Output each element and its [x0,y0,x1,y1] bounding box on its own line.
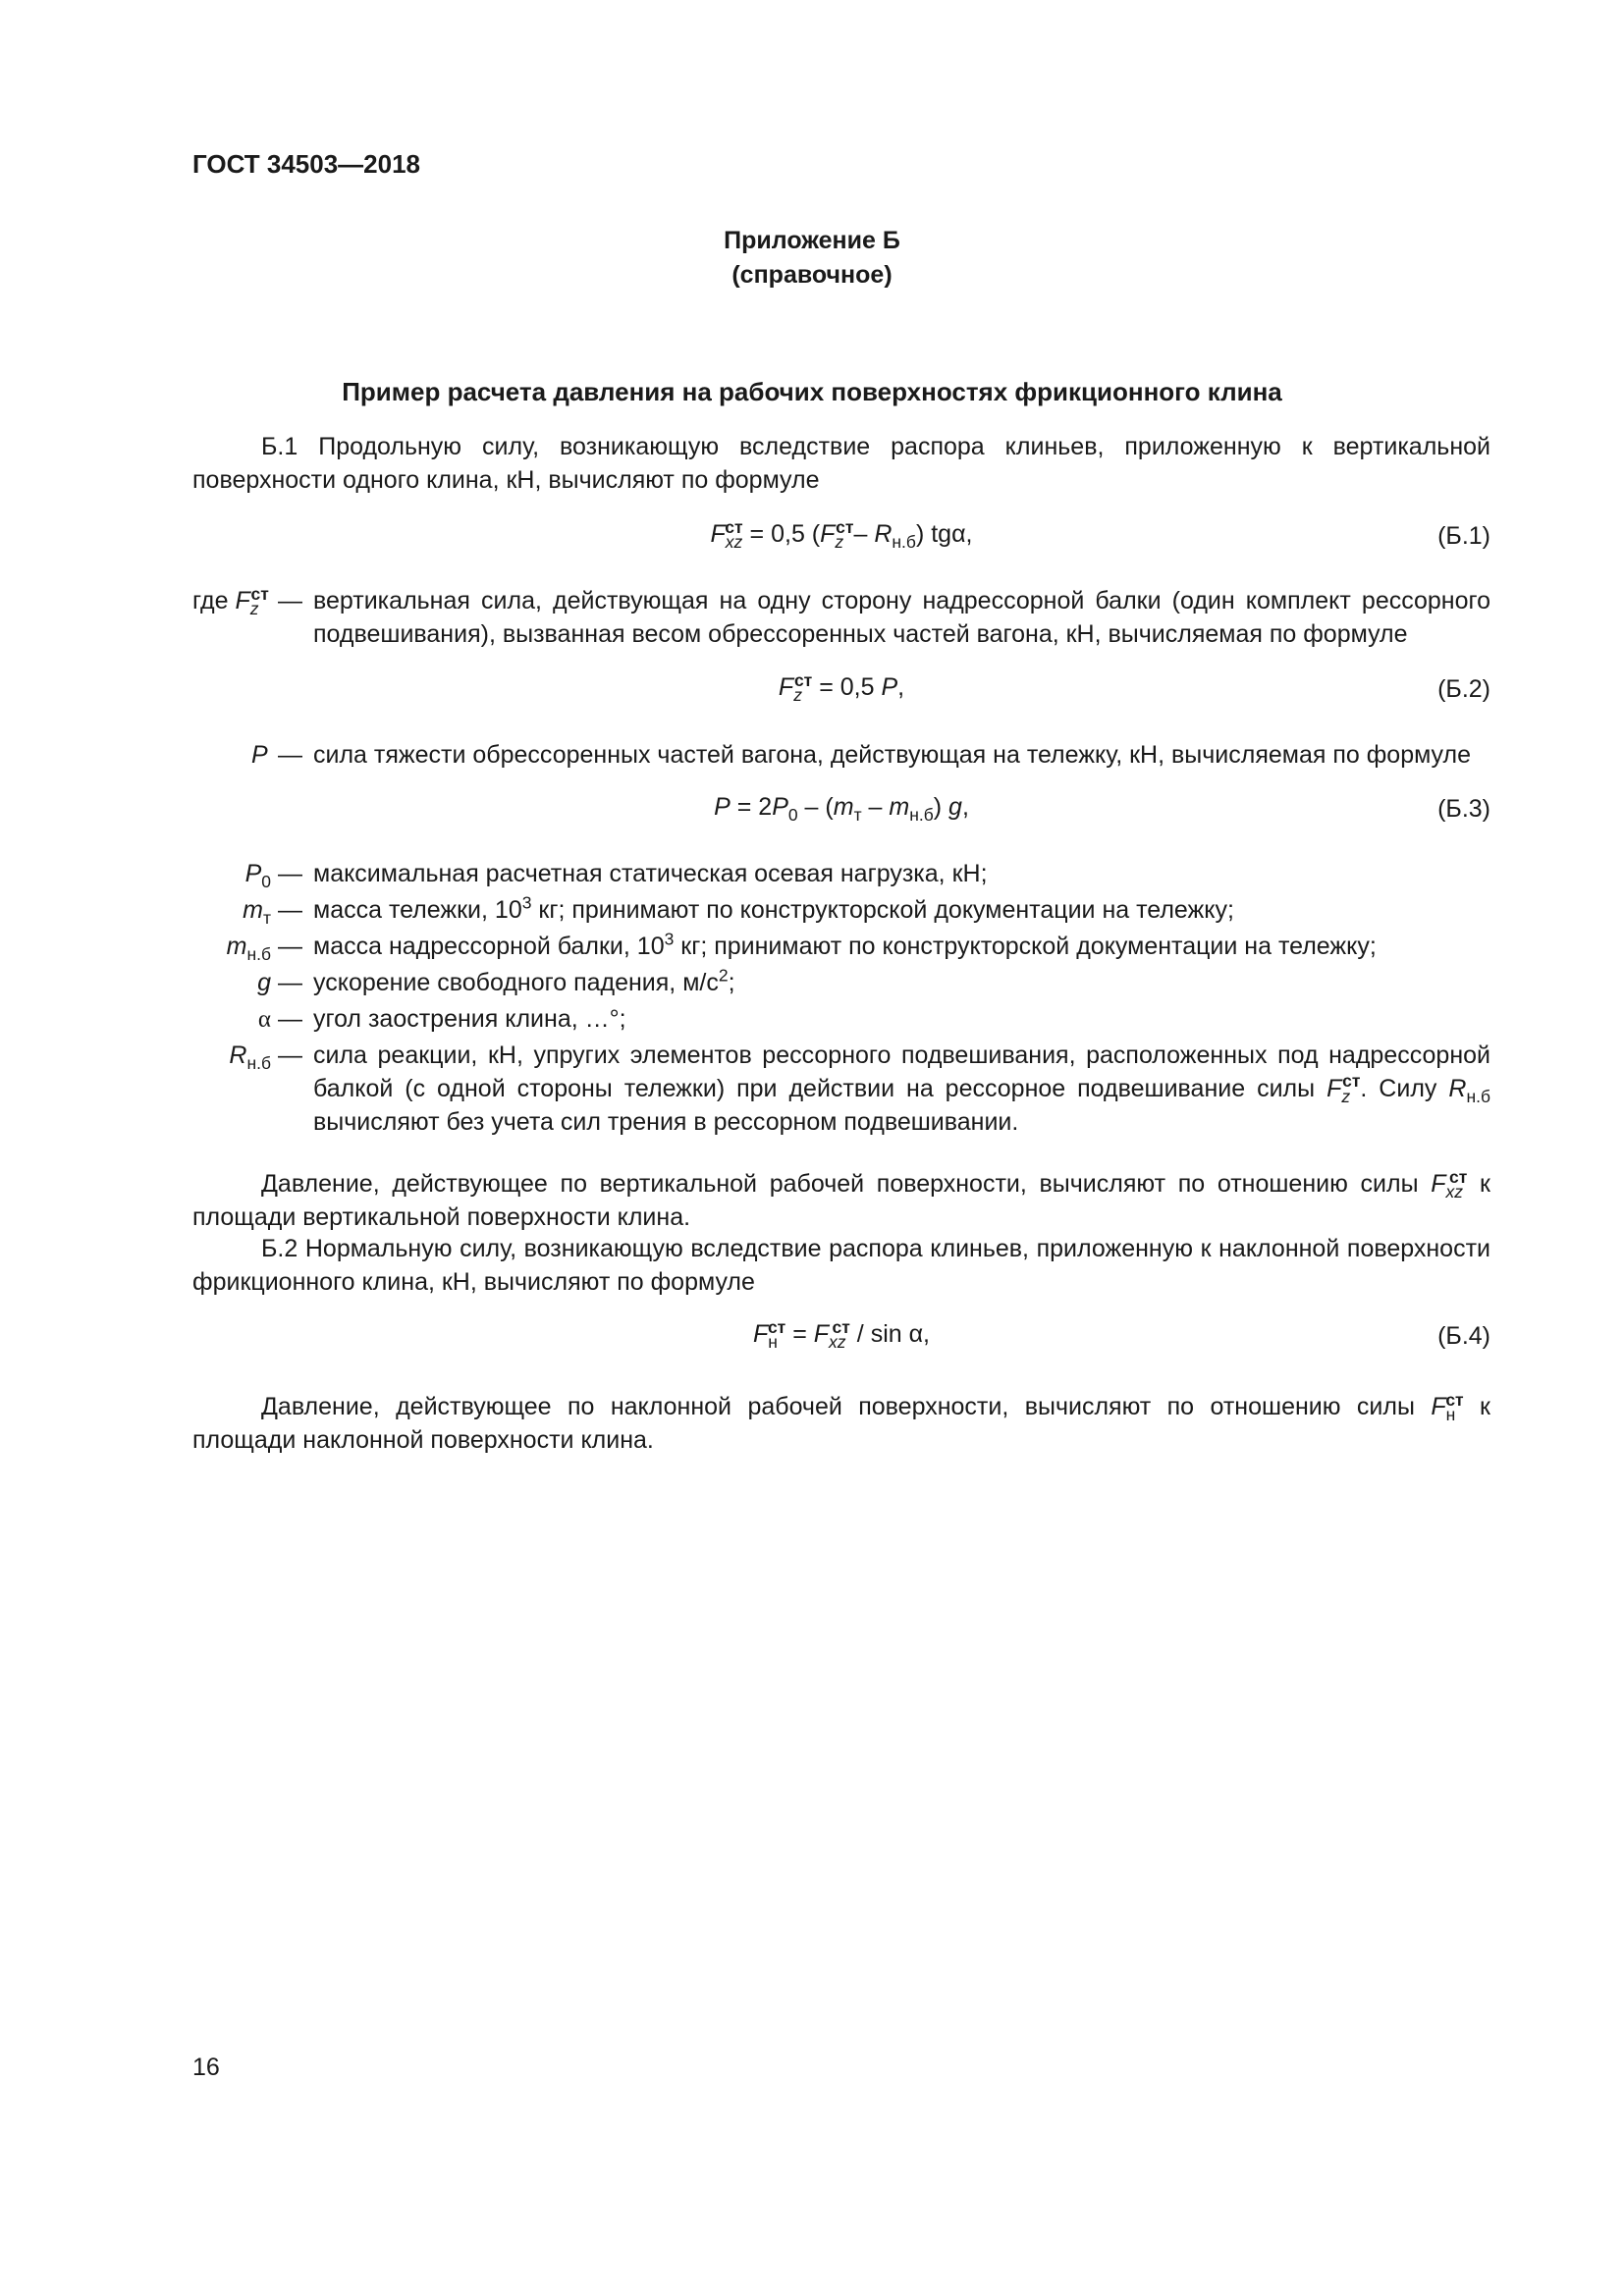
formula-symbol: P [881,673,898,701]
formula-subscript: z [1341,1086,1351,1106]
formula-subscript: z [249,599,259,618]
formula-symbol: R [874,520,893,548]
def-text [313,931,1490,964]
formula-symbol: R [1448,1074,1467,1102]
def-text-part: масса тележки, 10 [313,896,522,924]
formula-superscript: ст [832,1316,850,1337]
formula-text: , [897,673,905,701]
formula-b3 [192,791,1490,825]
formula-subscript: z [793,685,802,705]
def-dash: — [278,1005,302,1033]
formula-subscript: н [768,1332,778,1352]
formula-superscript: ст [767,1316,786,1337]
formula-symbol: F [710,520,726,548]
where-symbol [192,585,269,618]
def-text [313,967,1490,1000]
formula-symbol: m [889,793,910,821]
def-text-part: . Силу [1360,1074,1449,1102]
formula-subscript: xz [1445,1182,1464,1201]
formula-superscript: ст [836,516,854,537]
formula-symbol: F [753,1320,769,1348]
formula-b1 [192,518,1490,552]
formula-symbol: m [226,933,247,960]
equation-number-b4: (Б.4) [1437,1322,1490,1350]
formula-symbol: R [229,1041,247,1069]
formula-text: – [853,520,875,548]
formula-superscript: ст [725,516,743,537]
paragraph-text: к площади вертикальной поверхности клина. [192,1170,1490,1231]
def-symbol [192,1003,271,1037]
exponent: 3 [664,929,675,949]
def-dash: — [278,1041,302,1069]
formula-b2 [192,671,1490,705]
def-text-part: масса надрессорной балки, 10 [313,933,665,960]
formula-symbol: F [1431,1170,1446,1198]
formula-superscript: ст [250,583,269,604]
appendix-type: (справочное) [731,261,893,289]
formula-subscript: н [1445,1405,1456,1424]
def-text-p: сила тяжести обрессоренных частей вагона, действующая на тележку, кН, вычисляемая по формуле [313,741,1472,769]
formula-text: , [961,793,969,821]
where-prefix: где [192,587,236,614]
formula-subscript: н.б [909,805,934,825]
formula-symbol: P [772,793,788,821]
equation-number-b2: (Б.2) [1437,675,1490,703]
def-dash: — [278,933,302,960]
equation-number-b1: (Б.1) [1437,522,1490,550]
formula-text: / sin α, [849,1320,930,1348]
paragraph-text: к площади наклонной поверхности клина. [192,1393,1490,1454]
formula-superscript: ст [1342,1071,1361,1092]
def-text-part: ускорение свободного падения, м/с [313,969,719,996]
formula-symbol: α [257,1006,271,1033]
formula-symbol: F [778,673,794,701]
page-title: Пример расчета давления на рабочих поверхностях фрикционного клина [342,377,1282,406]
def-text: угол заострения клина, …°; [313,1005,626,1033]
formula-text: – ( [797,793,834,821]
formula-symbol: F [235,587,250,614]
page-number: 16 [192,2054,220,2081]
def-symbol [192,967,271,1000]
def-text-part: ; [728,969,735,996]
formula-subscript: xz [829,1332,846,1352]
def-text-part: сила реакции, кН, упругих элементов рессорного подвешивания, расположенных под надрессорной балкой (с одной стороны тележки) при действии на рессорное подвешивание силы [313,1041,1490,1102]
appendix-label: Приложение Б [724,227,900,254]
formula-subscript: н.б [246,944,271,964]
exponent: 2 [718,965,729,986]
formula-subscript: н.б [1466,1086,1490,1106]
document-code: ГОСТ 34503—2018 [192,149,420,179]
def-dash: — [278,896,302,924]
formula-subscript: xz [725,532,743,552]
paragraph-pressure-inclined [192,1391,1490,1458]
formula-superscript: ст [1445,1389,1464,1410]
formula-text: = [785,1320,814,1348]
formula-superscript: ст [793,669,813,690]
formula-subscript: 0 [787,805,798,825]
formula-symbol: m [243,896,263,924]
formula-text: = 2 [730,793,773,821]
where-definition: вертикальная сила, действующая на одну сторону надрессорной балки (один комплект рессорного подвешивания), вызванная весом обрессоренных частей вагона, кН, вычисляемая по формуле [313,587,1490,648]
def-text-r [313,1040,1490,1139]
def-dash: — [278,741,302,769]
formula-text: – [861,793,890,821]
appendix-heading [0,224,1624,293]
formula-symbol: g [257,969,271,996]
def-dash: — [278,969,302,996]
def-symbol [192,894,271,928]
formula-b4 [192,1318,1490,1352]
formula-subscript: т [853,805,862,825]
def-symbol [192,931,271,964]
formula-text: = 0,5 [812,673,882,701]
formula-text: ) [933,793,949,821]
def-text-part: кг; принимают по конструкторской документации на тележку; [531,896,1234,924]
paragraph-b1: Б.1 Продольную силу, возникающую вследствие распора клиньев, приложенную к вертикальной поверхности одного клина, кН, вычисляют по формуле [192,433,1490,494]
where-dash: — [278,587,302,614]
paragraph-pressure-vertical [192,1168,1490,1235]
formula-symbol: P [244,860,262,887]
formula-symbol: m [833,793,854,821]
def-text: максимальная расчетная статическая осевая нагрузка, кН; [313,860,988,887]
def-symbol [192,858,271,891]
formula-subscript: н.б [246,1053,271,1073]
formula-subscript: z [835,532,844,552]
paragraph-b2: Б.2 Нормальную силу, возникающую вследствие распора клиньев, приложенную к наклонной поверхности фрикционного клина, кН, вычисляют по формуле [192,1235,1490,1296]
def-dash: — [278,860,302,887]
formula-symbol: F [813,1320,830,1348]
formula-subscript: н.б [892,532,916,552]
exponent: 3 [521,892,532,913]
formula-text: = 0,5 ( [742,520,821,548]
def-symbol-p: P [251,741,268,769]
paragraph-text: Давление, действующее по наклонной рабочей поверхности, вычисляют по отношению силы [261,1393,1432,1420]
formula-text: ) tgα, [915,520,973,548]
paragraph-text: Давление, действующее по вертикальной рабочей поверхности, вычисляют по отношению силы [261,1170,1432,1198]
formula-subscript: т [262,908,271,928]
equation-number-b3: (Б.3) [1437,795,1490,823]
formula-symbol: F [1326,1074,1342,1102]
def-text-part: вычисляют без учета сил трения в рессорном подвешивании. [313,1107,1019,1136]
formula-symbol: F [1431,1393,1446,1420]
formula-symbol: F [820,520,836,548]
formula-symbol: g [948,793,962,821]
def-symbol [192,1040,271,1073]
formula-superscript: ст [1449,1166,1468,1187]
def-text-part: кг; принимают по конструкторской документации на тележку; [674,933,1377,960]
formula-subscript: 0 [261,872,271,891]
def-text [313,894,1490,928]
formula-symbol: P [714,793,731,821]
